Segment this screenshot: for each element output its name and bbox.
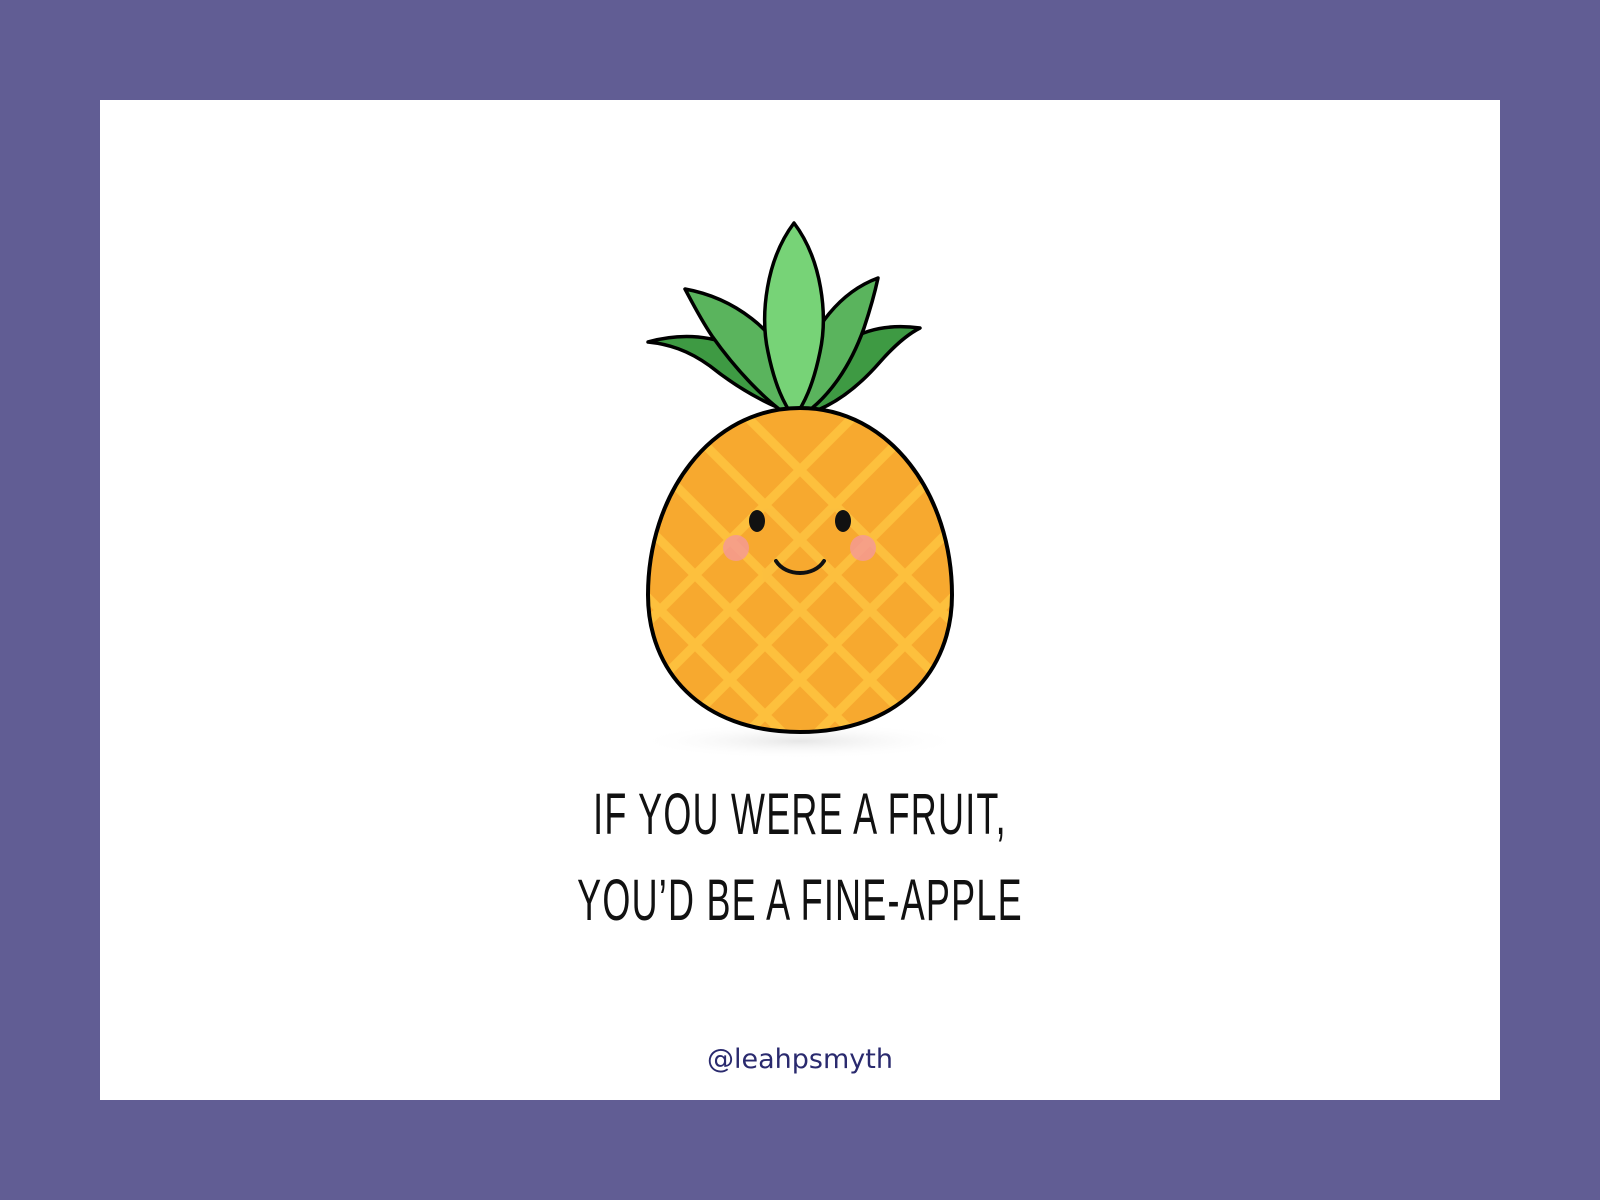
- pun-caption: [366, 772, 1234, 944]
- greeting-card: [100, 100, 1500, 1100]
- right-eye: [835, 510, 851, 532]
- caption-line-2: YOU’D BE A FINE-APPLE: [577, 868, 1023, 933]
- left-eye: [749, 510, 765, 532]
- right-cheek: [850, 535, 876, 561]
- pineapple-icon: [100, 100, 1500, 1100]
- left-cheek: [723, 535, 749, 561]
- caption-line-1: IF YOU WERE A FRUIT,: [593, 782, 1007, 847]
- author-handle: @leahpsmyth: [707, 1044, 893, 1075]
